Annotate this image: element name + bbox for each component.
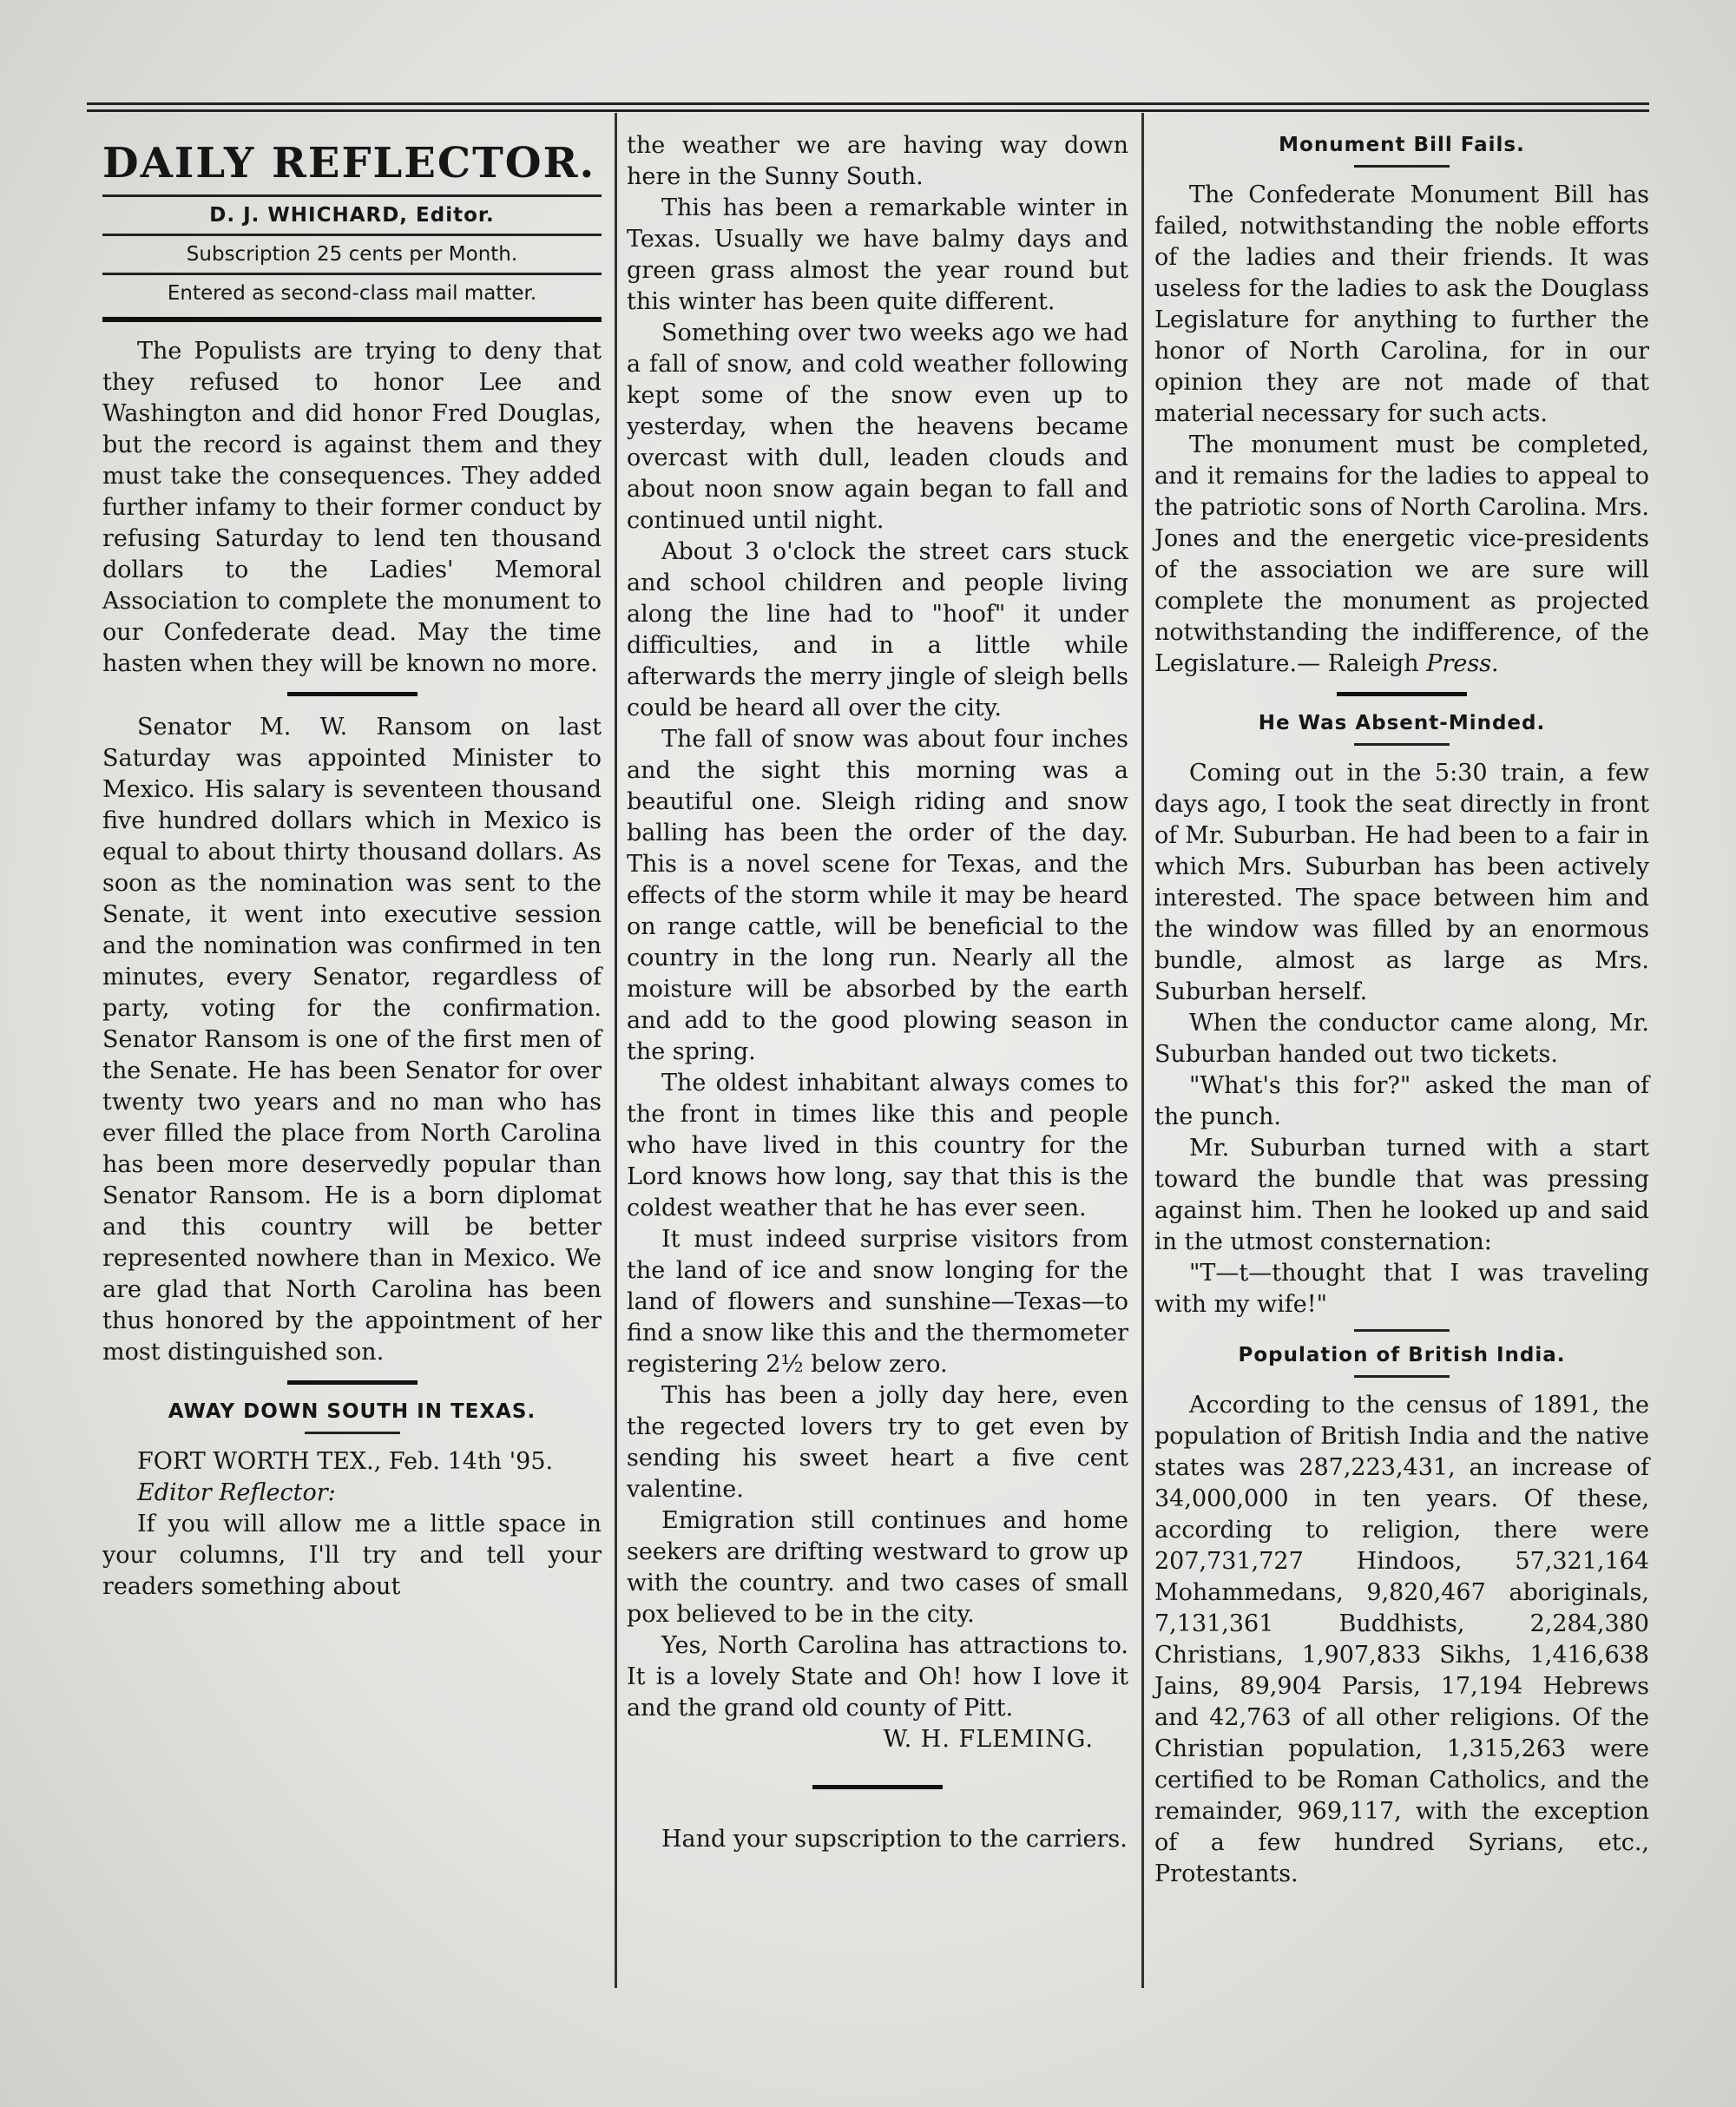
masthead-title: DAILY REFLECTOR. bbox=[102, 139, 596, 188]
ransom-paragraph: Senator M. W. Ransom on last Saturday was appointed Minister to Mexico. His salary is seventeen thousand five hundred dollars which in Mexico is equal to about thirty thousand dollars. As soon as the nomination was sent to the Senate, it went into executive session and the nomination was confirmed in ten minutes, every Senator, regardless of party, voting for the confirmation. Senator Ransom is one of the first men of the Senate. He has been Senator for over twenty two years and no man who has ever filled the place from North Carolina has been more deservedly popular than Senator Ransom. He is a born diplomat and this country will be better represented nowhere than in Mexico. We are glad that North Carolina has been thus honored by the appointment of her most distinguished son. bbox=[102, 714, 602, 1366]
masthead-rule bbox=[102, 234, 602, 236]
masthead-thick-rule bbox=[102, 317, 602, 322]
texas-heading: AWAY DOWN SOUTH IN TEXAS. bbox=[168, 1400, 536, 1423]
texas-paragraph: If you will allow me a little space in your columns, I'll try and tell your readers something about bbox=[102, 1511, 602, 1600]
column-1 bbox=[102, 130, 602, 1603]
masthead-subscription: Subscription 25 cents per Month. bbox=[186, 243, 518, 266]
texas-paragraph: This has been a jolly day here, even the regected lovers try to get even by sending his sweet heart a five cent valentine. bbox=[627, 1382, 1128, 1503]
texas-paragraph: The fall of snow was about four inches and the sight this morning was a beautiful one. Sleigh riding and snow balling has been the order of the day. This is a novel scene for Texas, and the effects of the storm while it may be heard on range cattle, will be beneficial to the country in the long run. Nearly all the moisture will be absorbed by the earth and add to the good plowing season in the spring. bbox=[627, 726, 1128, 1065]
heading-rule bbox=[1354, 1375, 1450, 1378]
texas-paragraph: the weather we are having way down here in the Sunny South. bbox=[627, 132, 1128, 190]
column-3 bbox=[1154, 127, 1649, 1890]
masthead-rule bbox=[102, 273, 602, 275]
monument-text: The monument must be completed, and it remains for the ladies to appeal to the patriotic sons of North Carolina. Mrs. Jones and the energetic vice-presidents of the association we are sure will complete the monument as projected notwithstanding the indifference, of the Legislature.— Raleigh bbox=[1154, 431, 1649, 677]
absent-paragraph: Mr. Suburban turned with a start toward the bundle that was pressing against him. Then he looked up and said in the utmost consternation: bbox=[1154, 1135, 1649, 1255]
texas-dateline: FORT WORTH TEX., Feb. 14th '95. bbox=[137, 1448, 554, 1475]
texas-paragraph: This has been a remarkable winter in Texas. Usually we have balmy days and green grass almost the year round but this winter has been quite different. bbox=[627, 194, 1128, 315]
absent-paragraph: When the conductor came along, Mr. Suburban handed out two tickets. bbox=[1154, 1010, 1649, 1068]
monument-heading: Monument Bill Fails. bbox=[1279, 134, 1525, 156]
top-rule-2 bbox=[87, 109, 1649, 112]
column-rule-1 bbox=[615, 113, 617, 1988]
heading-rule bbox=[1354, 743, 1450, 746]
monument-paragraph: The Confederate Monument Bill has failed, notwithstanding the noble efforts of the ladies and their friends. It was useless for the ladies to ask the Douglass Legislature for anything to further the honor of North Carolina, for in our opinion they are not made of that material necessary for such acts. bbox=[1154, 181, 1649, 427]
press-source: Press. bbox=[1426, 650, 1499, 677]
masthead-editor: D. J. WHICHARD, Editor. bbox=[209, 204, 495, 227]
absent-heading: He Was Absent-Minded. bbox=[1258, 712, 1546, 734]
heading-rule bbox=[305, 1432, 400, 1434]
india-paragraph: According to the census of 1891, the population of British India and the native states was 287,223,431, an increase of 34,000,000 in ten years. Of these, according to religion, there were 207,731,727 Hindoos, 57,321,164 Mohammedans, 9,820,467 aboriginals, 7,131,361 Buddhists, 2,284,380 Christians, 1,907,833 Sikhs, 1,416,638 Jains, 89,904 Parsis, 17,194 Hebrews and 42,763 of all other religions. Of the Christian population, 1,315,263 were certified to be Roman Catholics, and the remainder, 969,117, with the exception of a few hundred Syrians, etc., Protestants. bbox=[1154, 1392, 1649, 1887]
texas-salutation: Editor Reflector: bbox=[137, 1479, 336, 1506]
masthead-entered: Entered as second-class mail matter. bbox=[167, 282, 537, 305]
heading-rule bbox=[1354, 165, 1450, 168]
texas-paragraph: Emigration still continues and home seekers are drifting westward to grow up with the country. and two cases of small pox believed to be in the city. bbox=[627, 1507, 1128, 1628]
section-rule bbox=[1354, 1329, 1450, 1332]
texas-paragraph: About 3 o'clock the street cars stuck and school children and people living along the line had to "hoof" it under difficulties, and in a little while afterwards the merry jingle of sleigh bells could be heard all over the city. bbox=[627, 538, 1128, 721]
monument-paragraph bbox=[1154, 430, 1649, 680]
section-rule bbox=[812, 1785, 943, 1789]
india-heading: Population of British India. bbox=[1238, 1344, 1566, 1366]
masthead-rule bbox=[102, 194, 602, 197]
section-rule bbox=[1337, 692, 1467, 696]
letter-signature: W. H. FLEMING. bbox=[883, 1726, 1094, 1753]
absent-paragraph: Coming out in the 5:30 train, a few days ago, I took the seat directly in front of Mr. Suburban. He had been to a fair in which Mrs. Suburban has been actively interested. The space between him and the window was filled by an enormous bundle, almost as large as Mrs. Suburban herself. bbox=[1154, 760, 1649, 1005]
texas-paragraph: Something over two weeks ago we had a fall of snow, and cold weather following kept some of the snow even up to yesterday, when the heavens became overcast with dull, leaden clouds and about noon snow again began to fall and continued until night. bbox=[627, 319, 1128, 534]
absent-paragraph: "T—t—thought that I was traveling with my wife!" bbox=[1154, 1260, 1649, 1318]
texas-paragraph: It must indeed surprise visitors from the land of ice and snow longing for the land of flowers and sunshine—Texas—to find a snow like this and the thermometer registering 2½ below zero. bbox=[627, 1226, 1128, 1378]
column-rule-2 bbox=[1141, 113, 1144, 1988]
section-rule bbox=[287, 1380, 418, 1385]
texas-paragraph: The oldest inhabitant always comes to the front in times like this and people who have lived in this country for the Lord knows how long, say that this is the coldest weather that he has ever seen. bbox=[627, 1070, 1128, 1221]
texas-paragraph: Yes, North Carolina has attractions to. It is a lovely State and Oh! how I love it and the grand old county of Pitt. bbox=[627, 1632, 1128, 1722]
subscription-notice: Hand your supscription to the carriers. bbox=[661, 1826, 1128, 1853]
top-rule bbox=[87, 102, 1649, 105]
section-rule bbox=[287, 692, 418, 696]
column-2 bbox=[627, 130, 1128, 1855]
populists-paragraph: The Populists are trying to deny that they refused to honor Lee and Washington and did honor Fred Douglas, but the record is against them and they must take the consequences. They added further infamy to their former conduct by refusing Saturday to lend ten thousand dollars to the Ladies' Memoral Association to complete the monument to our Confederate dead. May the time hasten when they will be known no more. bbox=[102, 338, 602, 677]
absent-paragraph: "What's this for?" asked the man of the punch. bbox=[1154, 1072, 1649, 1130]
